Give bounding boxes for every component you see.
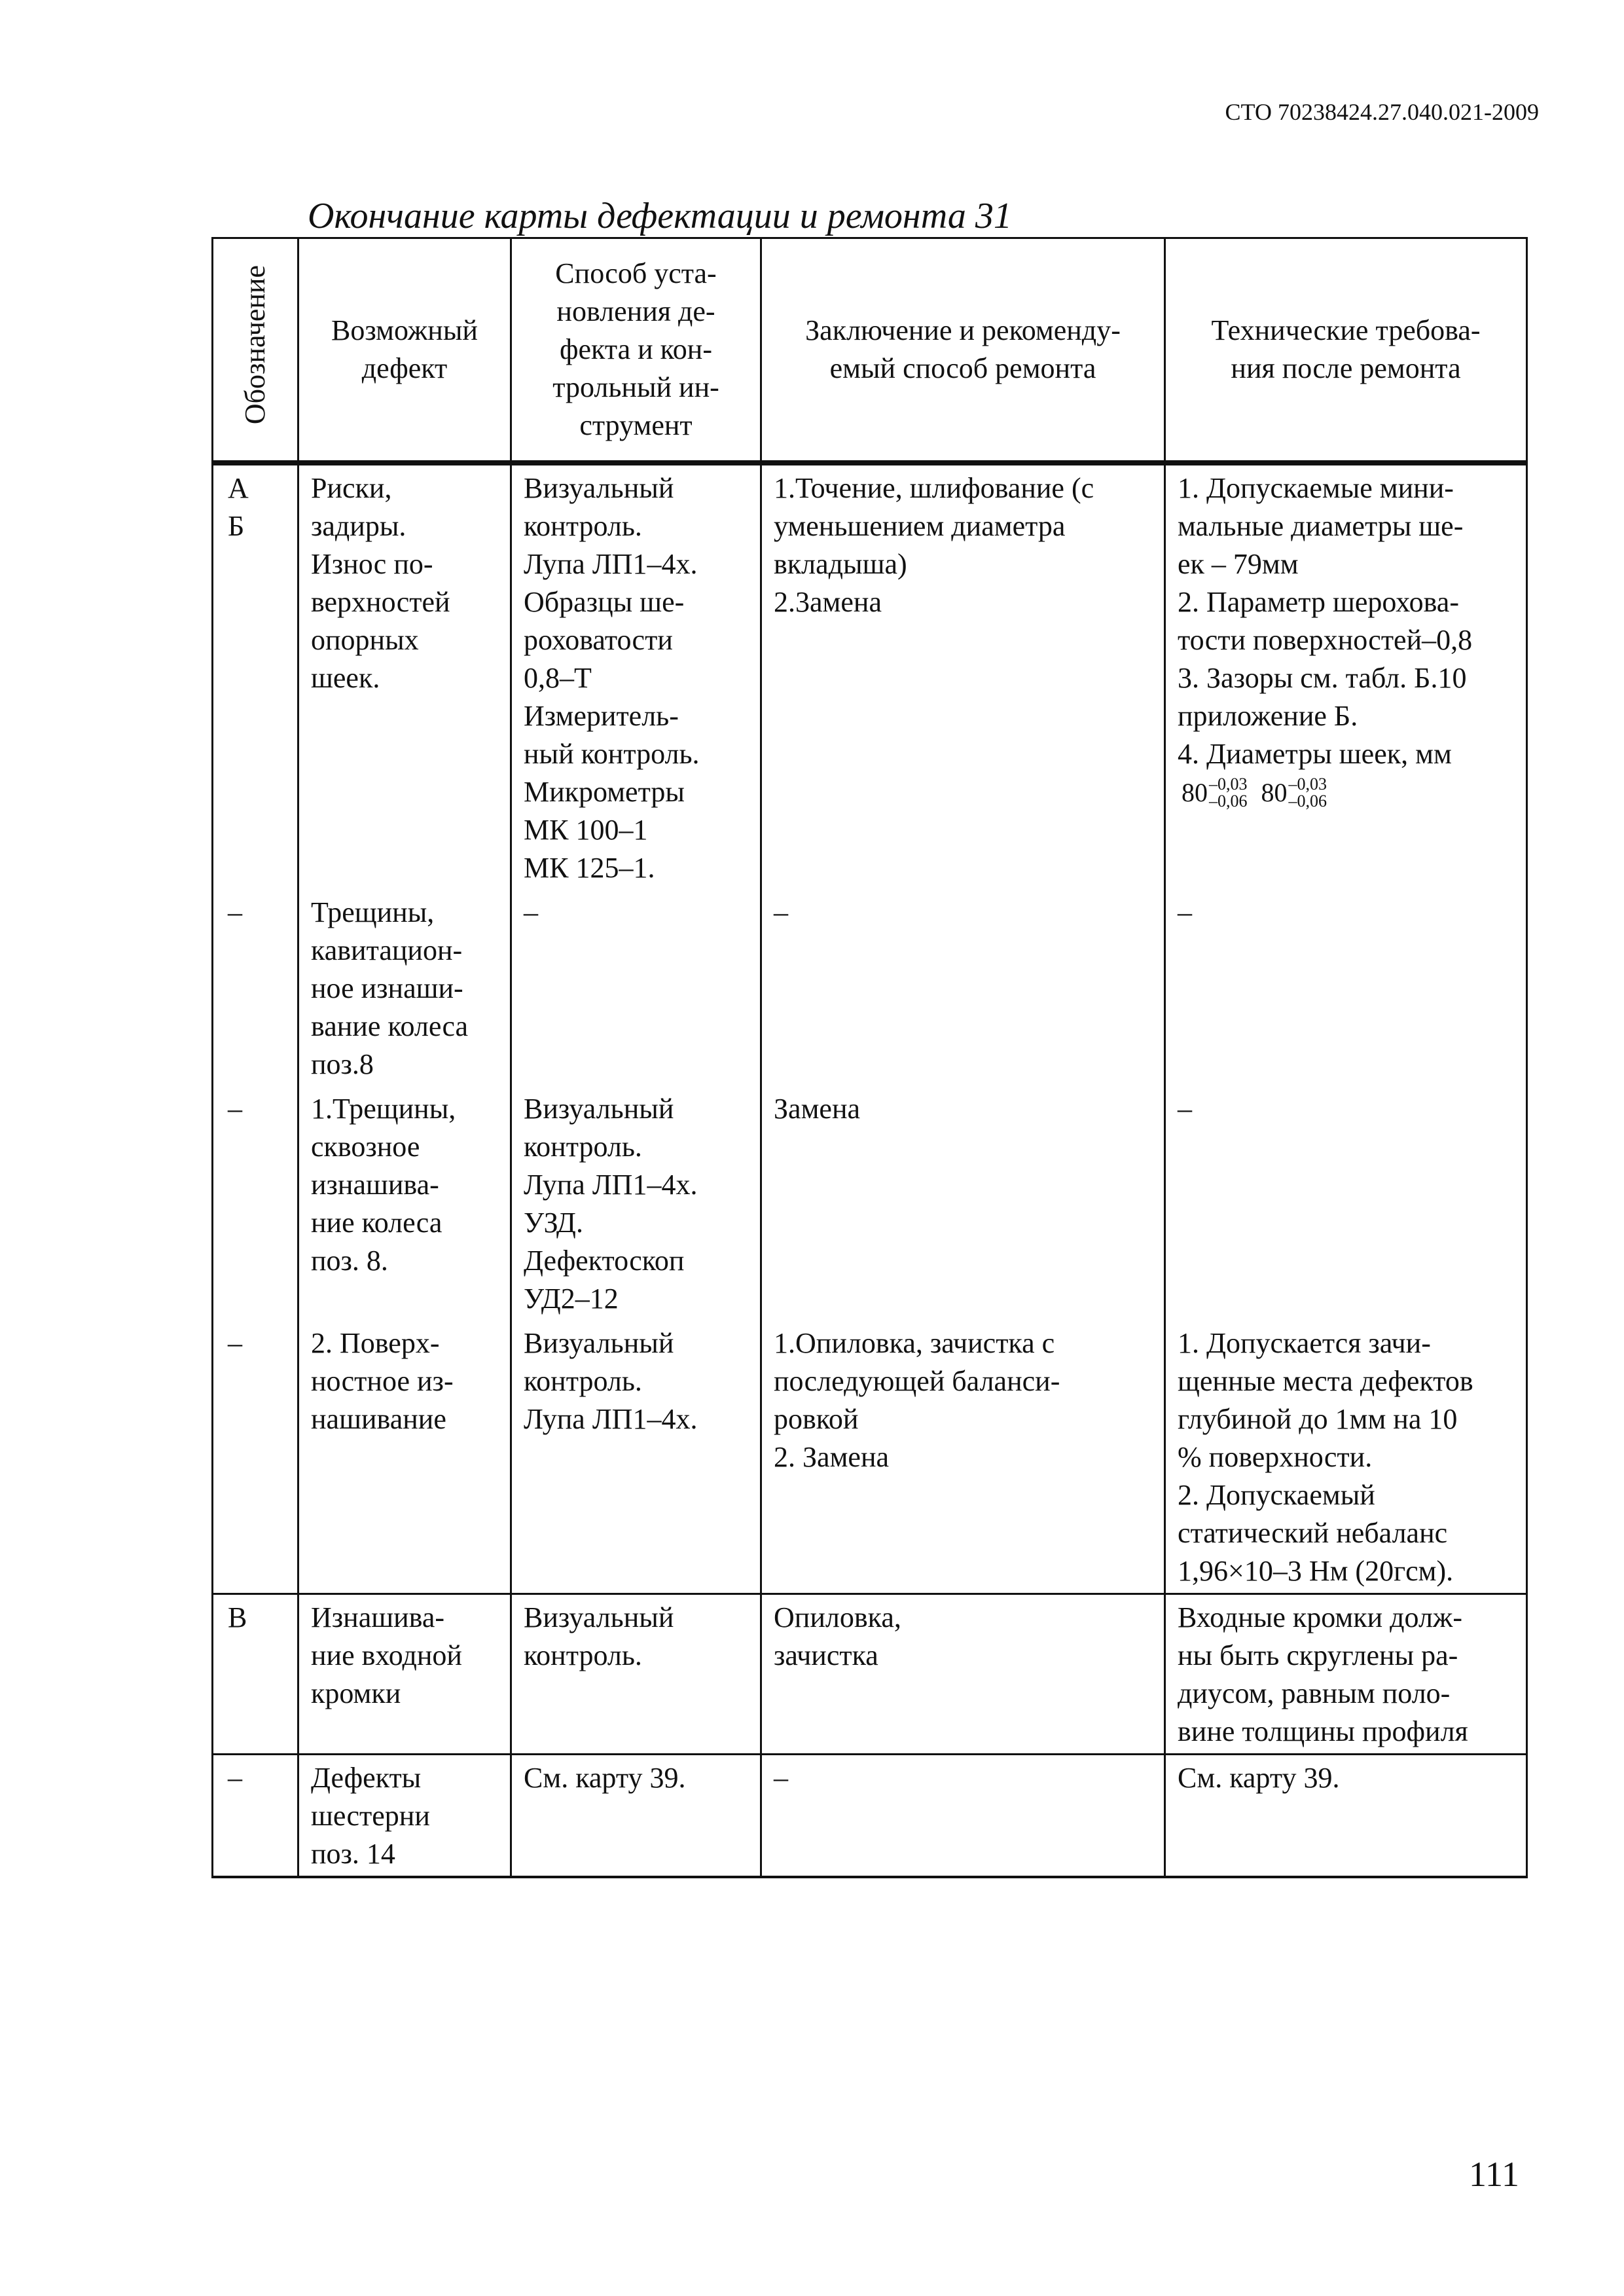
- cell-line: мальные диаметры ше-: [1178, 510, 1464, 542]
- designation-cell: [213, 463, 298, 890]
- cell-line: задиры.: [311, 510, 406, 542]
- requirements-cell: [1165, 1594, 1527, 1755]
- cell-line: 1.Точение, шлифование (с: [774, 472, 1094, 504]
- cell-line: диусом, равным поло-: [1178, 1677, 1451, 1709]
- designation-cell: [213, 1321, 298, 1594]
- cell-line: 1.Трещины,: [311, 1093, 456, 1125]
- defect-repair-table: [211, 237, 1528, 1878]
- conclusion-cell: [761, 1755, 1165, 1878]
- cell-line: Износ по-: [311, 548, 433, 580]
- cell-line: контроль.: [524, 1639, 642, 1671]
- cell-line: струмент: [579, 409, 693, 441]
- header-conclusion: [761, 238, 1165, 464]
- cell-line: МК 125–1.: [524, 852, 655, 884]
- cell-line: 4. Диаметры шеек, мм: [1178, 738, 1452, 770]
- cell-line: Дефекты: [311, 1762, 422, 1794]
- defect-cell: [298, 1321, 511, 1594]
- cell-line: уменьшением диаметра: [774, 510, 1066, 542]
- defect-cell: [298, 1755, 511, 1878]
- cell-line: ния после ремонта: [1231, 352, 1461, 384]
- defect-cell: [298, 1086, 511, 1321]
- cell-line: Визуальный: [524, 1327, 674, 1359]
- cell-line: Визуальный: [524, 1093, 674, 1125]
- cell-line: Измеритель-: [524, 700, 679, 732]
- designation-cell: [213, 890, 298, 1086]
- cell-line: ное изнаши-: [311, 972, 463, 1004]
- cell-line: 0,8–Т: [524, 662, 592, 694]
- cell-line: 2. Допускаемый: [1178, 1479, 1375, 1511]
- cell-line: контроль.: [524, 510, 642, 542]
- cell-line: УД2–12: [524, 1283, 619, 1315]
- cell-line: УЗД.: [524, 1207, 583, 1239]
- method-cell: [511, 1086, 761, 1321]
- cell-line: ровкой: [774, 1403, 859, 1435]
- cell-line: Образцы ше-: [524, 586, 685, 618]
- cell-line: –: [228, 1762, 242, 1794]
- cell-line: См. карту 39.: [1178, 1762, 1340, 1794]
- document-code: СТО 70238424.27.040.021-2009: [1225, 99, 1539, 125]
- cell-line: –: [228, 1327, 242, 1359]
- cell-line: –: [228, 896, 242, 928]
- cell-line: –: [228, 1093, 242, 1125]
- cell-line: фекта и кон-: [559, 333, 713, 365]
- cell-line: 1.Опиловка, зачистка с: [774, 1327, 1055, 1359]
- cell-line: –: [1178, 896, 1192, 928]
- cell-line: Лупа ЛП1–4х.: [524, 1169, 698, 1201]
- cell-line: приложение Б.: [1178, 700, 1358, 732]
- requirements-cell: [1165, 1321, 1527, 1594]
- requirements-cell: [1165, 890, 1527, 1086]
- cell-line: Заключение и рекоменду-: [805, 314, 1121, 346]
- header-designation: Обозначение: [213, 238, 298, 464]
- requirements-cell: [1165, 463, 1527, 890]
- cell-line: ны быть скруглены ра-: [1178, 1639, 1458, 1671]
- table-row: [213, 1755, 1527, 1878]
- cell-line: поз. 14: [311, 1838, 395, 1870]
- defect-cell: [298, 890, 511, 1086]
- cell-line: Дефектоскоп: [524, 1245, 685, 1277]
- cell-line: А: [228, 472, 249, 504]
- cell-line: 2.3амена: [774, 586, 882, 618]
- cell-line: 1. Допускаемые мини-: [1178, 472, 1454, 504]
- method-cell: [511, 890, 761, 1086]
- cell-line: Возможный: [331, 314, 478, 346]
- designation-cell: [213, 1086, 298, 1321]
- tolerance-1: 80 –0,03 –0,06: [1182, 774, 1248, 811]
- cell-line: глубиной до 1мм на 10: [1178, 1403, 1458, 1435]
- cell-line: 2. Параметр шерохова-: [1178, 586, 1459, 618]
- method-cell: [511, 1321, 761, 1594]
- cell-line: ние входной: [311, 1639, 462, 1671]
- cell-line: МК 100–1: [524, 814, 648, 846]
- table-caption: Окончание карты дефектации и ремонта 31: [308, 196, 1012, 236]
- cell-line: емый способ ремонта: [829, 352, 1096, 384]
- conclusion-cell: [761, 1086, 1165, 1321]
- header-method: [511, 238, 761, 464]
- cell-line: % поверхности.: [1178, 1441, 1373, 1473]
- designation-cell: [213, 1755, 298, 1878]
- page-number: 111: [1469, 2155, 1519, 2194]
- cell-line: роховатости: [524, 624, 673, 656]
- cell-line: Замена: [774, 1093, 861, 1125]
- diameter-tolerances: [1178, 773, 1514, 812]
- cell-line: шестерни: [311, 1800, 430, 1832]
- table-row: [213, 1321, 1527, 1594]
- header-defect: [298, 238, 511, 464]
- method-cell: [511, 1755, 761, 1878]
- cell-line: верхностей: [311, 586, 450, 618]
- cell-line: дефект: [361, 352, 448, 384]
- cell-line: Способ уста-: [555, 257, 717, 289]
- cell-line: вине толщины профиля: [1178, 1715, 1468, 1747]
- cell-line: Входные кромки долж-: [1178, 1601, 1462, 1633]
- requirements-cell: [1165, 1755, 1527, 1878]
- cell-line: зачистка: [774, 1639, 878, 1671]
- cell-line: Изнашива-: [311, 1601, 445, 1633]
- table-row: [213, 463, 1527, 890]
- tolerance-2: 80 –0,03 –0,06: [1261, 774, 1327, 811]
- conclusion-cell: [761, 463, 1165, 890]
- cell-line: нашивание: [311, 1403, 446, 1435]
- conclusion-cell: [761, 1321, 1165, 1594]
- cell-line: 3. Зазоры см. табл. Б.10: [1178, 662, 1467, 694]
- table-row: [213, 890, 1527, 1086]
- cell-line: тости поверхностей–0,8: [1178, 624, 1473, 656]
- cell-line: Б: [228, 510, 245, 542]
- cell-line: вание колеса: [311, 1010, 469, 1042]
- cell-line: последующей баланси-: [774, 1365, 1060, 1397]
- cell-line: Лупа ЛП1–4х.: [524, 548, 698, 580]
- conclusion-cell: [761, 890, 1165, 1086]
- cell-line: шеек.: [311, 662, 380, 694]
- cell-line: щенные места дефектов: [1178, 1365, 1473, 1397]
- cell-line: Риски,: [311, 472, 392, 504]
- cell-line: Опиловка,: [774, 1601, 901, 1633]
- cell-line: изнашива-: [311, 1169, 439, 1201]
- cell-line: статический небаланс: [1178, 1517, 1448, 1549]
- cell-line: вкладыша): [774, 548, 907, 580]
- cell-line: кавитацион-: [311, 934, 463, 966]
- cell-line: 2. Поверх-: [311, 1327, 440, 1359]
- cell-line: контроль.: [524, 1365, 642, 1397]
- cell-line: В: [228, 1601, 247, 1633]
- designation-cell: [213, 1594, 298, 1755]
- cell-line: поз.8: [311, 1048, 374, 1080]
- cell-line: –: [1178, 1093, 1192, 1125]
- cell-line: ние колеса: [311, 1207, 442, 1239]
- method-cell: [511, 1594, 761, 1755]
- cell-line: опорных: [311, 624, 419, 656]
- defect-cell: [298, 463, 511, 890]
- requirements-cell: [1165, 1086, 1527, 1321]
- cell-line: кромки: [311, 1677, 401, 1709]
- cell-line: сквозное: [311, 1131, 420, 1163]
- cell-line: –: [774, 1762, 788, 1794]
- conclusion-cell: [761, 1594, 1165, 1755]
- cell-line: 1. Допускается зачи-: [1178, 1327, 1431, 1359]
- cell-line: 1,96×10–3 Нм (20гсм).: [1178, 1555, 1454, 1587]
- cell-line: поз. 8.: [311, 1245, 388, 1277]
- cell-line: Визуальный: [524, 472, 674, 504]
- cell-line: ностное из-: [311, 1365, 454, 1397]
- table-row: [213, 1086, 1527, 1321]
- cell-line: Трещины,: [311, 896, 435, 928]
- cell-line: новления де-: [556, 295, 715, 327]
- cell-line: Микрометры: [524, 776, 685, 808]
- cell-line: –: [524, 896, 538, 928]
- cell-line: Технические требова-: [1211, 314, 1481, 346]
- cell-line: контроль.: [524, 1131, 642, 1163]
- defect-cell: [298, 1594, 511, 1755]
- method-cell: [511, 463, 761, 890]
- table-header-row: [213, 238, 1527, 464]
- cell-line: ек – 79мм: [1178, 548, 1299, 580]
- header-requirements: [1165, 238, 1527, 464]
- cell-line: Лупа ЛП1–4х.: [524, 1403, 698, 1435]
- cell-line: Визуальный: [524, 1601, 674, 1633]
- cell-line: ный контроль.: [524, 738, 700, 770]
- cell-line: См. карту 39.: [524, 1762, 686, 1794]
- cell-line: 2. Замена: [774, 1441, 890, 1473]
- cell-line: трольный ин-: [552, 371, 719, 403]
- table-row: [213, 1594, 1527, 1755]
- cell-line: –: [774, 896, 788, 928]
